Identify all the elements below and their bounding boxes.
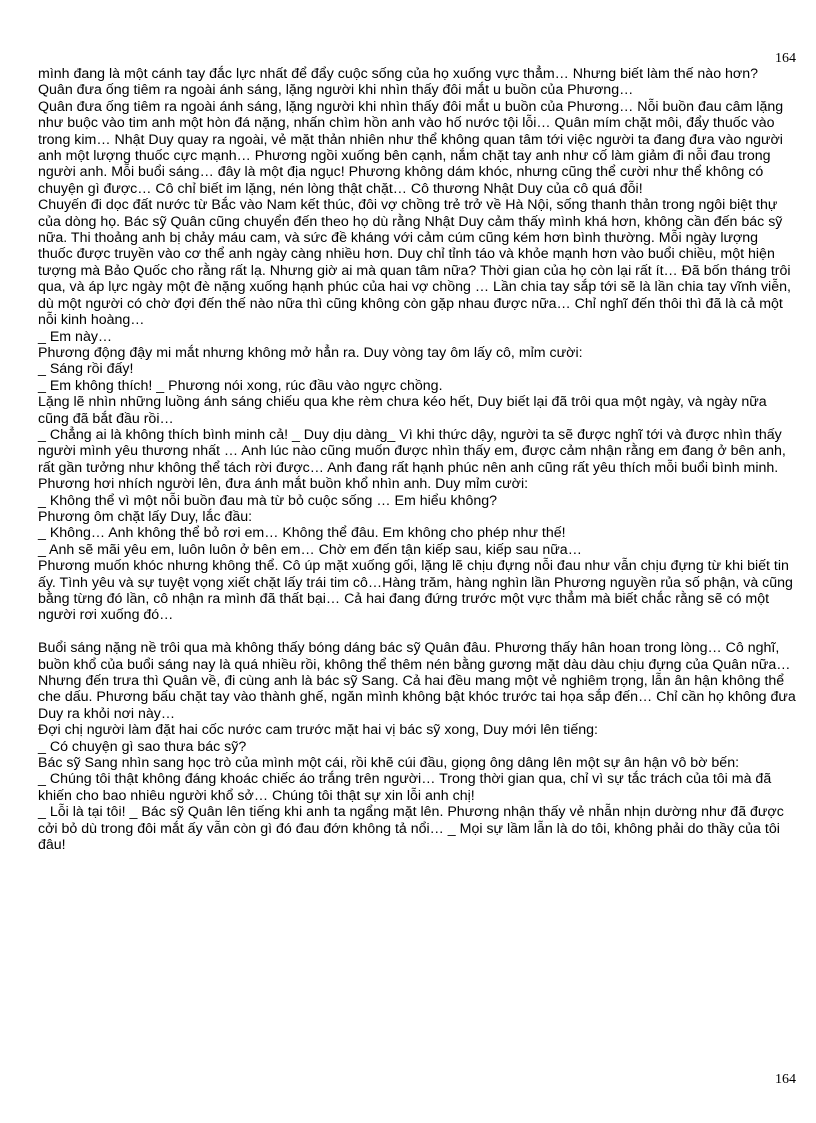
- paragraph: _ Không thể vì một nỗi buồn đau mà từ bỏ cuộc sống … Em hiểu không?: [38, 492, 498, 509]
- paragraph: _ Em này…: [38, 328, 113, 345]
- body-text: [38, 66, 796, 853]
- paragraph: _ Chúng tôi thật không đáng khoác chiếc áo trắng trên người… Trong thời gian qua, chỉ vì sự tắc trách của tôi mà đã khiến cho bao nhiêu người khổ sở… Chúng tôi thật sự xin lỗi anh chị!: [38, 771, 772, 804]
- paragraph: _ Em không thích! _ Phương nói xong, rúc đầu vào ngực chồng.: [38, 377, 443, 394]
- paragraph: Bác sỹ Sang nhìn sang học trò của mình một cái, rồi khẽ cúi đầu, giọng ông dâng lên một sự ân hận vô bờ bến:: [38, 755, 740, 772]
- paragraph: _ Không… Anh không thể bỏ rơi em… Không thể đâu. Em không cho phép như thế!: [38, 525, 566, 542]
- paragraph: Phương động đậy mi mắt nhưng không mở hẳn ra. Duy vòng tay ôm lấy cô, mỉm cười:: [38, 344, 583, 361]
- paragraph: _ Có chuyện gì sao thưa bác sỹ?: [38, 738, 247, 755]
- paragraph: Phương hơi nhích người lên, đưa ánh mắt buồn khổ nhìn anh. Duy mỉm cười:: [38, 476, 529, 493]
- paragraph: Quân đưa ống tiêm ra ngoài ánh sáng, lặng người khi nhìn thấy đôi mắt u buồn của Phương… Nỗi buồn đau câm lặng như buộc vào tim anh một hòn đá nặng, nhấn chìm hồn anh vào hố nước tội lỗi… Quân mím chặt môi, đẩy thuốc vào trong kim… Nhật Duy quay ra ngoài, vẻ mặt thản nhiên như thể không quan tâm tới việc người ta đang đưa vào người anh một lượng thuốc cực mạnh… Phương ngồi xuống bên cạnh, nắm chặt tay anh như cố làm giảm đi nỗi đau trong người anh. Mỗi buổi sáng… đây là một địa ngục! Phương không dám khóc, nhưng cũng thể cười như thể không có chuyện gì được… Cô chỉ biết im lặng, nén lòng thật chặt… Cô thương Nhật Duy của cô quá đỗi!: [38, 98, 784, 197]
- blank-line: [38, 624, 796, 640]
- paragraph: Phương muốn khóc nhưng không thể. Cô úp mặt xuống gối, lặng lẽ chịu đựng nỗi đau như vẫn chịu đựng từ khi biết tin ấy. Tình yêu và sự tuyệt vọng xiết chặt lấy trái tim cô…Hàng trăm, hàng nghìn lần Phương nguyền rủa số phận, và cũng bằng từng đó lần, cô nhận ra mình đã thất bại… Cả hai đang đứng trước một vực thẳm mà biết chắc rằng sẽ có một người rơi xuống đó…: [38, 558, 793, 624]
- page-number-top: 164: [775, 51, 796, 66]
- paragraph: mình đang là một cánh tay đắc lực nhất để đẩy cuộc sống của họ xuống vực thẳm… Nhưng biết làm thế nào hơn?: [38, 66, 759, 82]
- paragraph: _ Anh sẽ mãi yêu em, luôn luôn ở bên em… Chờ em đến tận kiếp sau, kiếp sau nữa…: [38, 541, 582, 558]
- paragraph: Quân đưa ống tiêm ra ngoài ánh sáng, lặng người khi nhìn thấy đôi mắt u buồn của Phương…: [38, 82, 634, 99]
- paragraph: Đợi chị người làm đặt hai cốc nước cam trước mặt hai vị bác sỹ xong, Duy mới lên tiếng:: [38, 722, 598, 739]
- paragraph: Chuyến đi dọc đất nước từ Bắc vào Nam kết thúc, đôi vợ chồng trẻ trở về Hà Nội, sống thanh thản trong ngôi biệt thự của dòng họ. Bác sỹ Quân cũng chuyển đến theo họ dù rằng Nhật Duy cảm thấy mình khá hơn, không cần đến bác sỹ nữa. Thi thoảng anh bị chảy máu cam, và sức đề kháng với cảm cúm cũng kém hơn bình thường. Mỗi ngày lượng thuốc được truyền vào cơ thể anh ngày càng nhiều hơn. Duy chỉ tỉnh táo và khỏe mạnh hơn vào buổi chiều, một hiện tượng mà Bảo Quốc cho rằng rất lạ. Nhưng giờ ai mà quan tâm nữa? Thời gian của họ còn lại rất ít… Đã bốn tháng trôi qua, và áp lực ngày một đè nặng xuống hạnh phúc của hai vợ chồng … Lần chia tay sắp tới sẽ là lần chia tay vĩnh viễn, dù một người có chờ đợi đến thế nào nữa thì cũng không còn gặp nhau được nữa… Chỉ nghĩ đến thôi thì đã là cả một nỗi kinh hoàng…: [38, 197, 791, 329]
- paragraph: _ Sáng rồi đấy!: [38, 361, 134, 378]
- paragraph: Lặng lẽ nhìn những luồng ánh sáng chiếu qua khe rèm chưa kéo hết, Duy biết lại đã trôi qua một ngày, và ngày nữa cũng đã bắt đầu rồi…: [38, 394, 767, 427]
- paragraph: Phương ôm chặt lấy Duy, lắc đầu:: [38, 508, 253, 525]
- paragraph: _ Lỗi là tại tôi! _ Bác sỹ Quân lên tiếng khi anh ta ngẩng mặt lên. Phương nhận thấy vẻ nhẫn nhịn dường như đã được cởi bỏ dù trong đôi mắt ấy vẫn còn gì đó đau đớn không tả nổi… _ Mọi sự lầm lẫn là do tôi, không phải do thầy của tôi đâu!: [38, 804, 784, 854]
- page-number-bottom: 164: [775, 1072, 796, 1087]
- paragraph: Buổi sáng nặng nề trôi qua mà không thấy bóng dáng bác sỹ Quân đâu. Phương thấy hân hoan trong lòng… Cô nghĩ, buồn khổ của buổi sáng nay là quá nhiều rồi, không thể thêm nén bằng gương mặt dàu dàu chịu đựng của Quân nữa…Nhưng đến trưa thì Quân về, đi cùng anh là bác sỹ Sang. Cả hai đều mang một vẻ nghiêm trọng, lẫn ân hận không thể che dấu. Phương bấu chặt tay vào thành ghế, ngăn mình không bật khóc trước tai họa sắp đến… Chỉ cần họ không đưa Duy ra khỏi nơi này…: [38, 640, 796, 722]
- paragraph: _ Chẳng ai là không thích bình minh cả! _ Duy dịu dàng_ Vì khi thức dậy, người ta sẽ được nghĩ tới và được nhìn thấy người mình yêu thương nhất … Anh lúc nào cũng muốn được nhìn thấy em, được cảm nhận rằng em đang ở bên anh, rất gần tưởng như không thể tách rời được… Anh đang rất hạnh phúc nên anh cũng rất yêu thích mỗi buổi bình minh.: [38, 426, 786, 476]
